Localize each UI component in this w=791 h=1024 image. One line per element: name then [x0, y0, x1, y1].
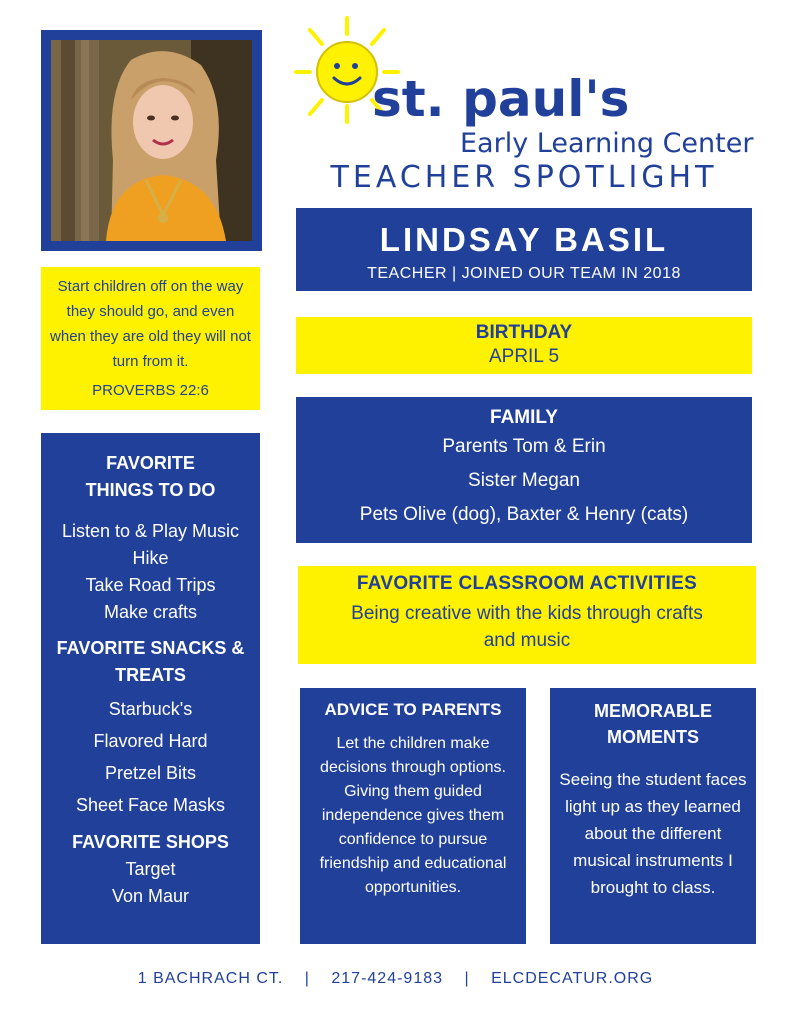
page-title: TEACHER SPOTLIGHT [330, 160, 718, 195]
footer-phone: 217-424-9183 [331, 970, 444, 987]
footer [0, 970, 791, 988]
advice-title: ADVICE TO PARENTS [324, 700, 502, 719]
quote-reference: PROVERBS 22:6 [92, 382, 209, 399]
family-line: Sister Megan [468, 470, 580, 491]
quote-panel [41, 267, 260, 410]
footer-website: ELCDECATUR.ORG [491, 970, 654, 987]
quote-text: Start children off on the way they should go, and even when they are old they will not turn from it. [50, 278, 251, 370]
logo-name: st. paul's [372, 70, 630, 128]
footer-separator: | [304, 970, 310, 987]
teacher-name: LINDSAY BASIL [379, 221, 669, 258]
birthday-panel [296, 317, 752, 374]
activities-panel [298, 566, 756, 664]
list-item: Pretzel Bits [104, 763, 197, 783]
favorites-panel [41, 433, 260, 944]
list-item: Hike [132, 548, 169, 568]
family-title: FAMILY [490, 407, 558, 428]
logo-subtitle: Early Learning Center [460, 128, 754, 159]
memorable-text: Seeing the student faces light up as they learned about the different musical instruments I brought to class. [559, 770, 747, 897]
birthday-date: APRIL 5 [488, 346, 560, 367]
list-item: Starbuck's [108, 699, 193, 719]
list-item: Von Maur [111, 886, 190, 906]
list-item: Sheet Face Masks [75, 795, 226, 815]
birthday-title: BIRTHDAY [475, 322, 573, 343]
family-line: Pets Olive (dog), Baxter & Henry (cats) [359, 504, 689, 525]
list-item: Listen to & Play Music [61, 521, 240, 541]
school-logo [292, 14, 762, 164]
family-panel [296, 397, 752, 543]
family-line: Parents Tom & Erin [442, 436, 606, 457]
advice-text: Let the children make decisions through options. Giving them guided independence gives them confidence to pursue friendship and educational opportunities. [319, 735, 507, 896]
memorable-panel [550, 688, 756, 944]
footer-separator: | [464, 970, 470, 987]
activities-text: Being creative with the kids through crafts and music [351, 603, 703, 651]
favorite-things-title: FAVORITE THINGS TO DO [85, 453, 216, 500]
teacher-role: TEACHER | JOINED OUR TEAM IN 2018 [367, 265, 681, 282]
footer-address: 1 BACHRACH CT. [137, 970, 284, 987]
advice-panel [300, 688, 526, 944]
activities-title: FAVORITE CLASSROOM ACTIVITIES [356, 573, 698, 594]
list-item: Make crafts [103, 602, 198, 622]
teacher-photo [51, 40, 252, 241]
list-item: Take Road Trips [85, 575, 216, 595]
name-panel [296, 208, 752, 291]
favorite-snacks-title: FAVORITE SNACKS & TREATS [56, 638, 245, 685]
list-item: Flavored Hard [93, 731, 208, 751]
memorable-title: MEMORABLE MOMENTS [594, 701, 712, 747]
list-item: Target [125, 859, 176, 879]
favorite-shops-title: FAVORITE SHOPS [72, 832, 229, 852]
